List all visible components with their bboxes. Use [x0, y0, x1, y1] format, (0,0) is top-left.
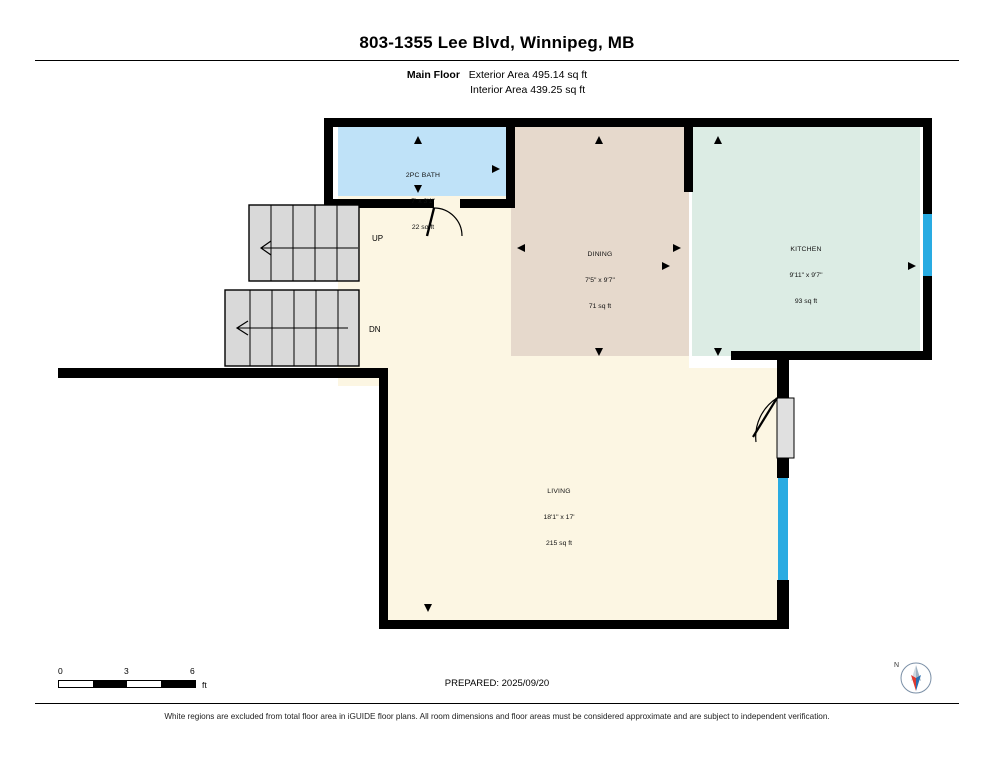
room-label-bath	[373, 155, 473, 241]
wall-bath-left	[324, 118, 333, 208]
wall-living-bottom	[379, 620, 789, 629]
stairs-down	[225, 290, 359, 366]
disclaimer-text: White regions are excluded from total floor area in iGUIDE floor plans. All room dimensions and floor areas must be considered approximate and are subject to independent verification.	[164, 712, 830, 721]
room-label-dining	[550, 234, 650, 320]
door-living-right-panel[interactable]	[777, 398, 794, 458]
scale-tick-labels	[58, 666, 218, 678]
room-dims-bath: 7' x 3'1"	[411, 197, 435, 205]
stair-label-up: UP	[372, 234, 384, 243]
scale-tick-1: 3	[124, 666, 129, 676]
room-area-bath: 22 sq ft	[411, 223, 435, 231]
floor-label: Main Floor	[406, 69, 460, 81]
wall-dining-kitchen-top	[684, 124, 693, 192]
room-dims-kitchen: 9'11" x 9'7"	[789, 271, 823, 279]
wall-top	[324, 118, 932, 127]
room-name-dining: DINING	[587, 251, 613, 259]
scale-unit-label: ft	[202, 680, 207, 690]
footer-divider	[35, 703, 959, 704]
room-label-living	[509, 471, 609, 557]
window-living-right[interactable]	[778, 478, 788, 580]
stair-label-dn: DN	[369, 325, 381, 334]
room-label-kitchen	[756, 229, 856, 315]
room-dims-living: 18'1" x 17'	[543, 513, 575, 521]
svg-text:N: N	[894, 662, 900, 669]
room-area-kitchen: 93 sq ft	[794, 297, 818, 305]
room-area-living: 215 sq ft	[545, 539, 573, 547]
compass-rose	[880, 655, 940, 697]
room-dims-dining: 7'5" x 9'7"	[585, 276, 615, 284]
wall-left-extension	[58, 368, 388, 378]
room-name-bath: 2PC BATH	[405, 172, 441, 180]
prepared-date: PREPARED: 2025/09/20	[444, 678, 550, 689]
room-name-living: LIVING	[547, 488, 571, 496]
wall-kitchen-bottom	[731, 351, 932, 360]
wall-bath-right	[506, 124, 515, 208]
room-name-kitchen: KITCHEN	[790, 246, 822, 254]
exterior-area: Exterior Area 495.14 sq ft	[468, 69, 588, 81]
window-kitchen-right[interactable]	[923, 214, 932, 276]
scale-tick-2: 6	[190, 666, 195, 676]
wall-living-left	[379, 368, 388, 629]
room-area-dining: 71 sq ft	[588, 302, 612, 310]
page-title: 803-1355 Lee Blvd, Winnipeg, MB	[359, 33, 635, 52]
scale-tick-0: 0	[58, 666, 63, 676]
interior-area: Interior Area 439.25 sq ft	[470, 84, 586, 96]
stairs-up	[249, 205, 359, 281]
